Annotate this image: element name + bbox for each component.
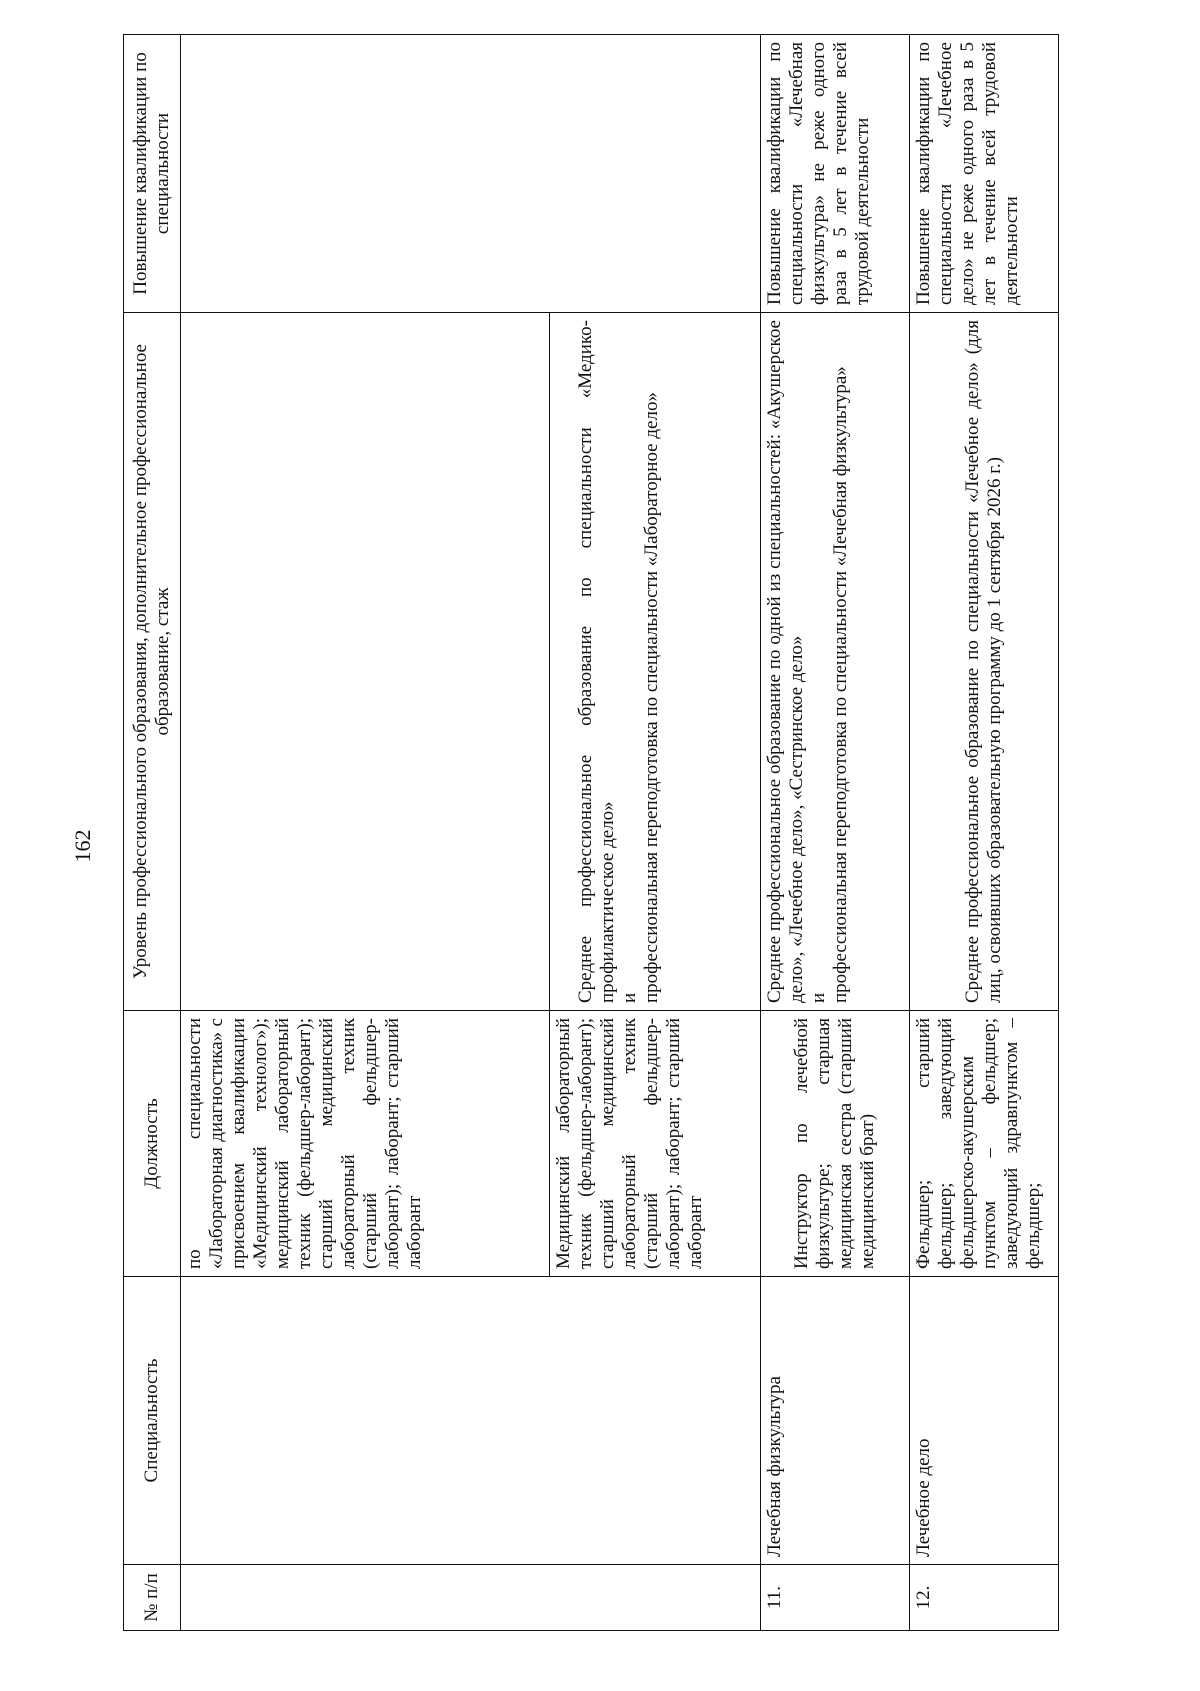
cell-position: по специальности «Лабораторная диагностика» с присвоением квалификации «Медицинский технолог»); медицинский лабораторный техник (фельдшер-лаборант); старший медицинский лабораторный техник (старший фельдшер-лаборант); лаборант; старший лаборант <box>181 1011 550 1277</box>
cell-position: Инструктор по лечебной физкультуре; старшая медицинская сестра (старший медицинский брат) <box>761 1011 910 1277</box>
table-row <box>761 35 910 1631</box>
cell-qualification: Повышение квалификации по специальности «Лечебное дело» не реже одного раза в 5 лет в течение всей трудовой деятельности <box>910 35 1059 313</box>
cell-position: Фельдшер; старший фельдшер; заведующий фельдшерско-акушерским пунктом – фельдшер; заведующий здравпунктом – фельдшер; <box>910 1011 1059 1277</box>
education-part: Среднее профессиональное образование по одной из специальностей: «Акушерское дело», «Лечебное дело», «Сестринское дело» <box>764 320 807 1003</box>
education-part: Среднее профессиональное образование по специальности «Медико-профилактическое дело» <box>575 320 618 1003</box>
cell-education: Среднее профессиональное образование по специальности «Лечебное дело» (для лиц, освоивших образовательную программу до 1 сентября 2026 г.) <box>910 313 1059 1011</box>
header-specialty: Специальность <box>124 1277 181 1565</box>
cell-num: 12. <box>910 1565 1059 1631</box>
cell-education <box>550 313 761 1011</box>
education-part: профессиональная переподготовка по специальности «Лечебная физкультура» <box>830 366 851 1003</box>
cell-specialty: Лечебное дело <box>910 1277 1059 1565</box>
cell-position: Медицинский лабораторный техник (фельдшер-лаборант); старший медицинский лабораторный техник (старший фельдшер-лаборант); лаборант; старший лаборант <box>550 1011 761 1277</box>
education-and: и <box>619 992 640 1003</box>
education-and: и <box>808 992 829 1003</box>
cell-num: 11. <box>761 1565 910 1631</box>
cell-education <box>761 313 910 1011</box>
cell-qualification: Повышение квалификации по специальности «Лечебная физкультура» не реже одного раза в 5 лет в течение всей трудовой деятельности <box>761 35 910 313</box>
cell-education <box>181 313 550 1011</box>
page-number: 162 <box>70 829 95 863</box>
table-header-row <box>124 35 181 1631</box>
cell-specialty <box>181 1277 761 1565</box>
header-education: Уровень профессионального образования, дополнительное профессиональное образование, стаж <box>124 313 181 1011</box>
table-row <box>910 35 1059 1631</box>
header-num: № п/п <box>124 1565 181 1631</box>
table-row <box>181 35 550 1631</box>
cell-specialty: Лечебная физкультура <box>761 1277 910 1565</box>
cell-num <box>181 1565 761 1631</box>
cell-qualification <box>181 35 761 313</box>
education-part: профессиональная переподготовка по специальности «Лабораторное дело» <box>641 392 662 1003</box>
header-position: Должность <box>124 1011 181 1277</box>
header-qualification: Повышение квалификации по специальности <box>124 35 181 313</box>
qualification-table <box>123 34 1059 1631</box>
